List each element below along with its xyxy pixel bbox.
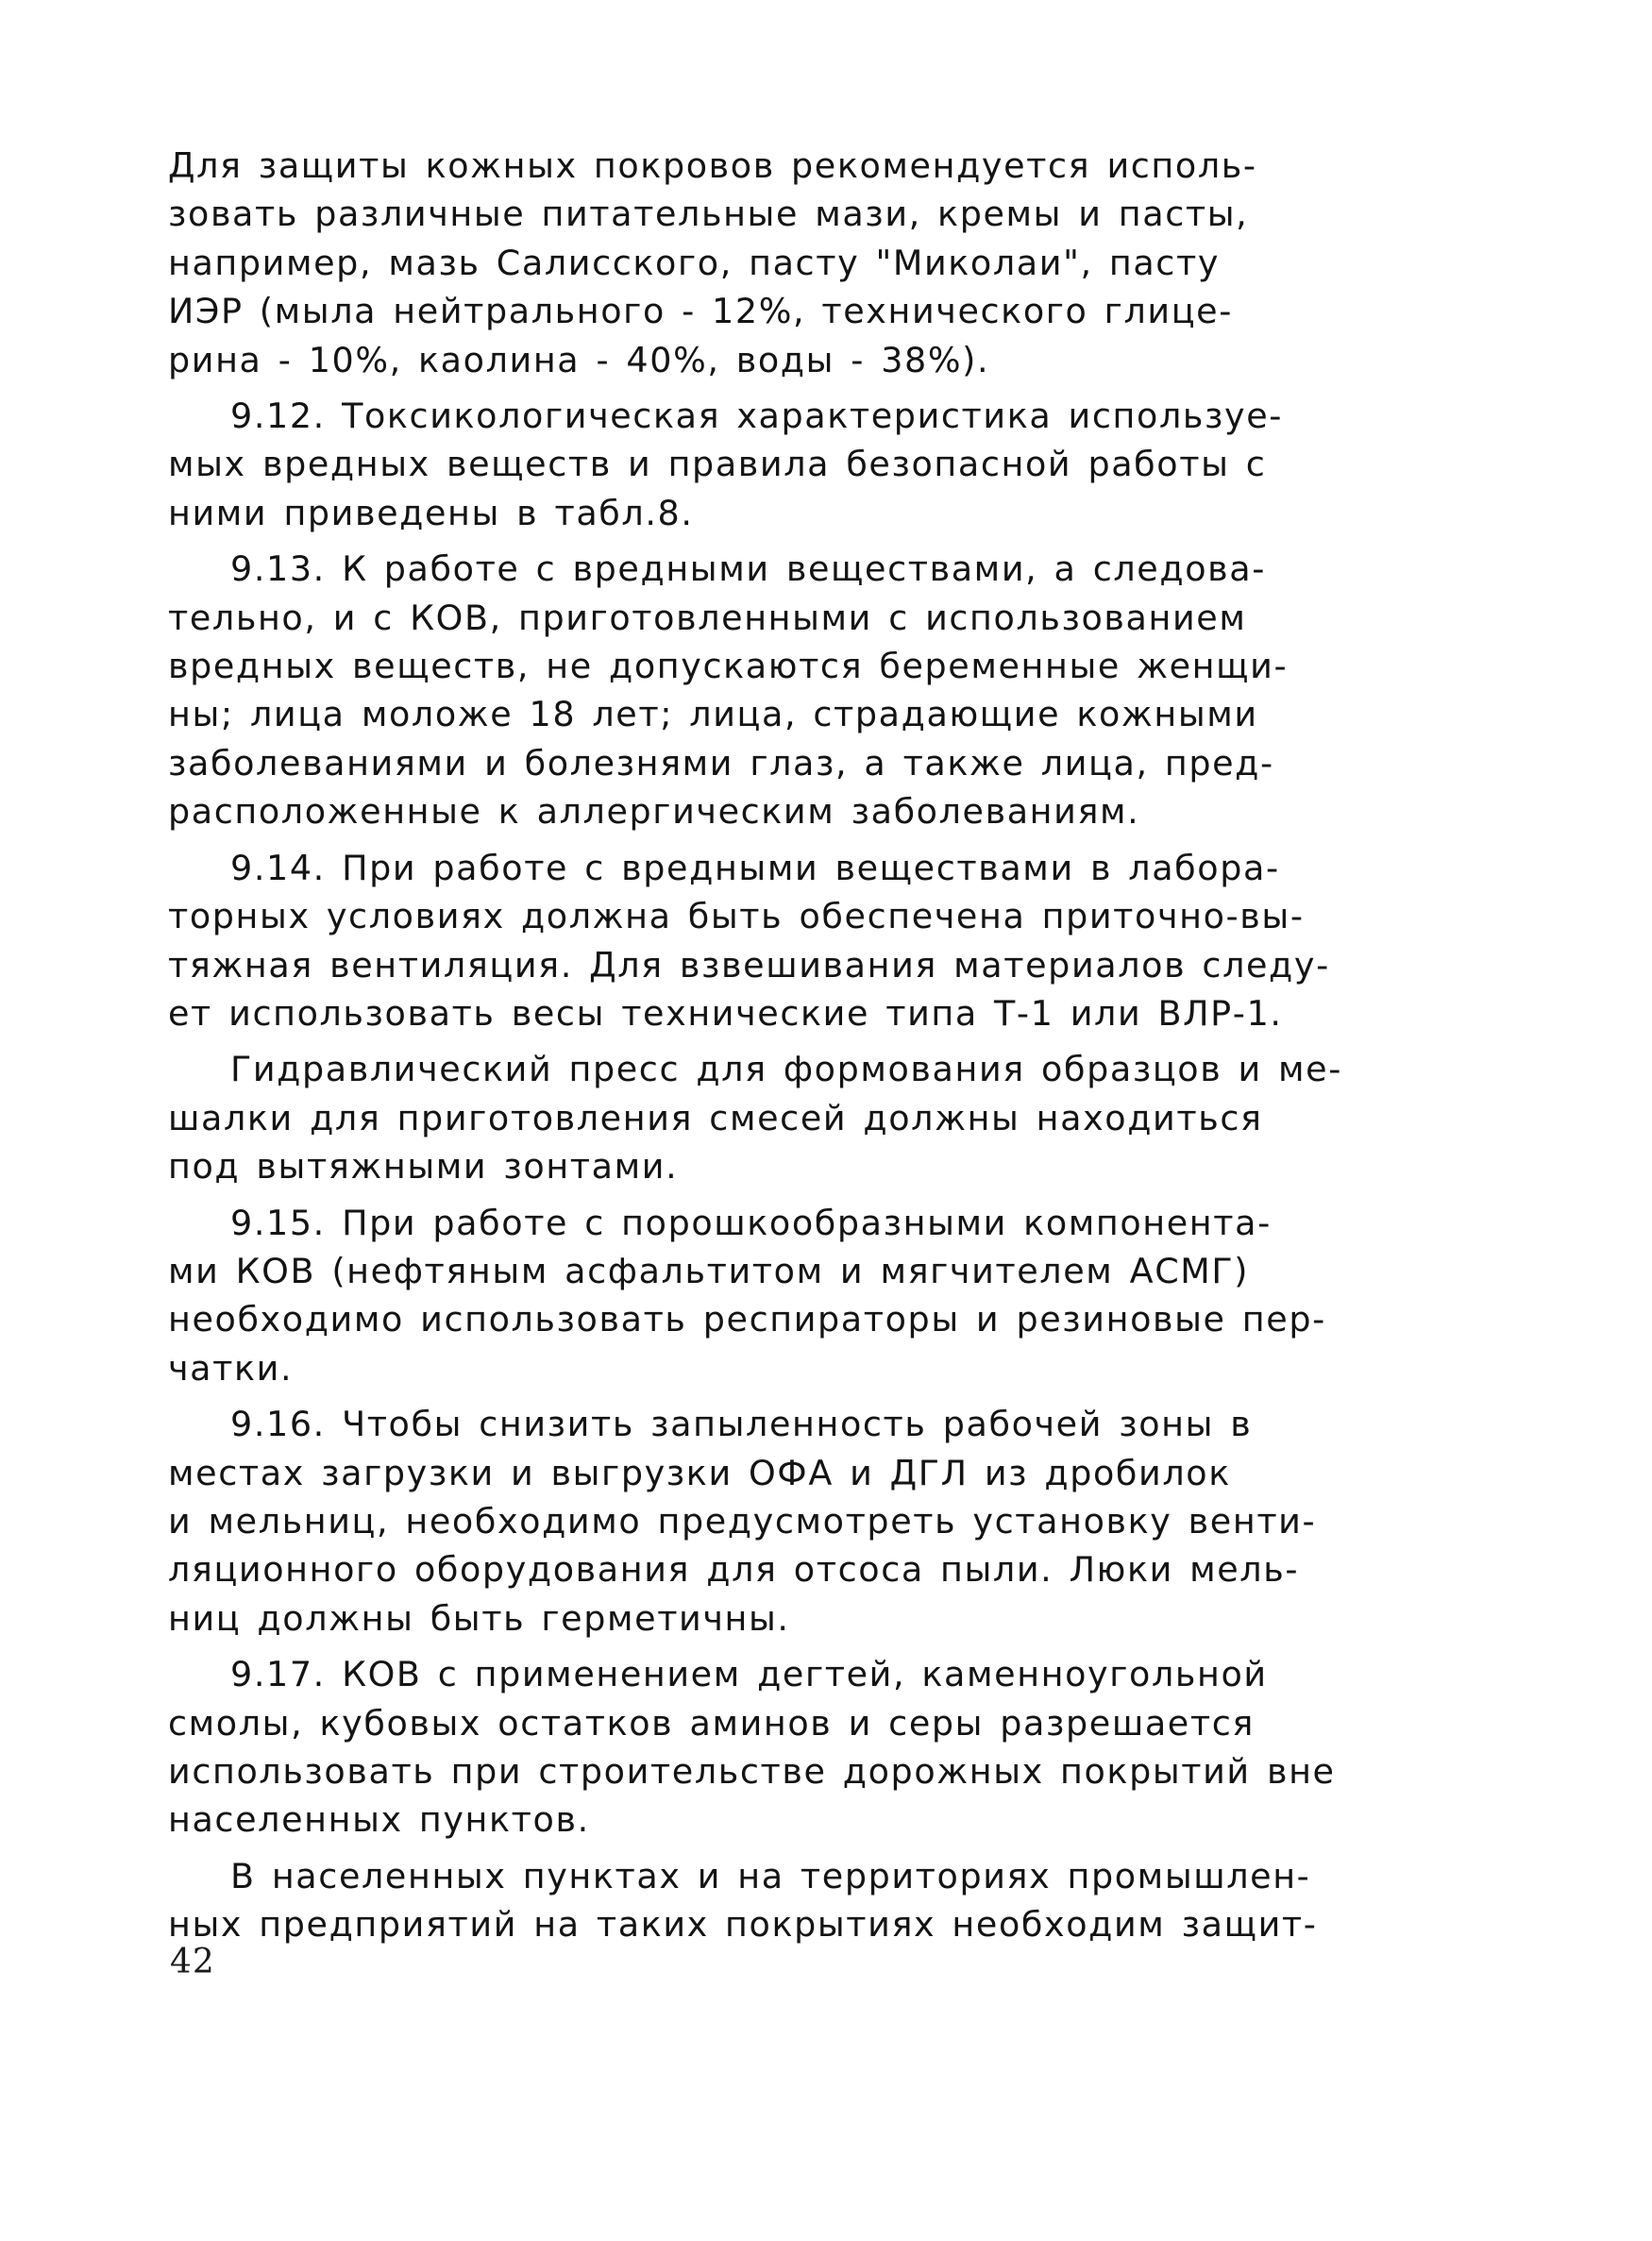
text-line: ИЭР (мыла нейтрального - 12%, технического глице- [168, 291, 1233, 332]
paragraph-p-settlements [168, 1852, 1410, 1949]
text-line: населенных пунктов. [168, 1799, 590, 1841]
text-line: использовать при строительстве дорожных покрытий вне [168, 1751, 1336, 1792]
text-line: тельно, и с КОВ, приготовленными с использованием [168, 597, 1247, 638]
text-line: чатки. [168, 1347, 294, 1389]
text-line: Гидравлический пресс для формования образцов и ме- [230, 1049, 1343, 1090]
text-line: ниц должны быть герметичны. [168, 1597, 790, 1639]
text-line: заболеваниями и болезнями глаз, а также лица, пред- [168, 742, 1274, 784]
text-line: 9.17. КОВ с применением дегтей, каменноугольной [230, 1654, 1268, 1695]
text-line: ет использовать весы технические типа Т-1 или ВЛР-1. [168, 992, 1283, 1034]
text-line: 9.13. К работе с вредными веществами, а следова- [230, 548, 1266, 590]
text-line: например, мазь Салисского, пасту "Миколаи", пасту [168, 242, 1221, 283]
text-line: зовать различные питательные мази, кремы и пасты, [168, 194, 1249, 235]
text-line: и мельниц, необходимо предусмотреть установку венти- [168, 1500, 1317, 1542]
text-line: 9.16. Чтобы снизить запыленность рабочей зоны в [230, 1404, 1253, 1445]
text-line: под вытяжными зонтами. [168, 1146, 679, 1188]
text-line: необходимо использовать респираторы и резиновые пер- [168, 1299, 1326, 1340]
text-line: мых вредных веществ и правила безопасной работы с [168, 444, 1267, 485]
text-line: В населенных пунктах и на территориях промышлен- [230, 1855, 1311, 1896]
paragraph-p-press [168, 1045, 1410, 1190]
text-line: местах загрузки и выгрузки ОФА и ДГЛ из дробилок [168, 1452, 1231, 1493]
text-line: ных предприятий на таких покрытиях необходим защит- [168, 1904, 1318, 1946]
text-line: ними приведены в табл.8. [168, 492, 694, 533]
paragraph-p-9-12 [168, 392, 1410, 537]
text-line: рина - 10%, каолина - 40%, воды - 38%). [168, 339, 990, 380]
text-line: Для защиты кожных покровов рекомендуется исполь- [168, 145, 1257, 186]
text-line: вредных веществ, не допускаются беременные женщи- [168, 646, 1289, 687]
body-text [168, 142, 1410, 1957]
text-line: ляционного оборудования для отсоса пыли. Люки мель- [168, 1549, 1300, 1591]
paragraph-p-9-13 [168, 545, 1410, 835]
page-number: 42 [170, 1943, 215, 1981]
paragraph-p-9-17 [168, 1650, 1410, 1845]
text-line: 9.15. При работе с порошкообразными компонента- [230, 1202, 1272, 1243]
text-line: 9.12. Токсикологическая характеристика используе- [230, 396, 1284, 437]
paragraph-p-skin [168, 142, 1410, 384]
paragraph-p-9-15 [168, 1199, 1410, 1393]
text-line: 9.14. При работе с вредными веществами в лабора- [230, 847, 1280, 888]
text-line: тяжная вентиляция. Для взвешивания материалов следу- [168, 944, 1330, 986]
text-line: ми КОВ (нефтяным асфальтитом и мягчителем АСМГ) [168, 1250, 1250, 1291]
paragraph-p-9-14 [168, 844, 1410, 1038]
text-line: смолы, кубовых остатков аминов и серы разрешается [168, 1702, 1255, 1744]
text-line: шалки для приготовления смесей должны находиться [168, 1097, 1263, 1138]
text-line: ны; лица моложе 18 лет; лица, страдающие кожными [168, 694, 1258, 735]
paragraph-p-9-16 [168, 1400, 1410, 1643]
text-line: торных условиях должна быть обеспечена приточно-вы- [168, 896, 1305, 937]
text-line: расположенные к аллергическим заболеваниям. [168, 791, 1140, 833]
